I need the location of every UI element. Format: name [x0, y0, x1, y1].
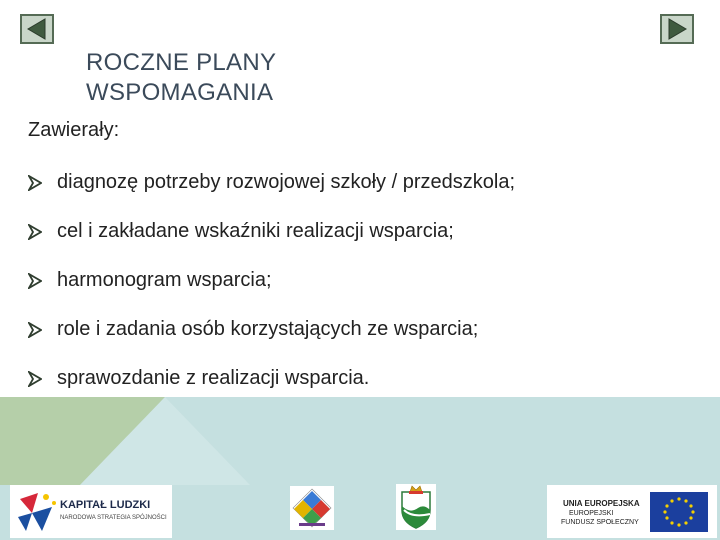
- list-item: [28, 315, 515, 364]
- eu-logo-line-3: FUNDUSZ SPOŁECZNY: [561, 519, 639, 526]
- next-slide-button[interactable]: [660, 14, 694, 44]
- eu-efs-logo: [547, 485, 717, 538]
- coat-of-arms-icon: [396, 484, 436, 530]
- diamond-emblem-icon: [290, 486, 334, 530]
- arrow-bullet-icon: [28, 371, 42, 387]
- arrow-bullet-icon: [28, 322, 42, 338]
- bullet-text: role i zadania osób korzystających ze wsparcia;: [57, 318, 479, 340]
- list-item: [28, 266, 515, 315]
- slide-title: [86, 48, 276, 108]
- kapital-ludzki-logo: [10, 485, 172, 538]
- bullet-list: [28, 168, 515, 413]
- coat-of-arms-logo: [396, 484, 436, 530]
- slide-title-line-1: ROCZNE PLANY: [86, 49, 277, 76]
- list-item: [28, 217, 515, 266]
- triangle-right-icon: [662, 16, 692, 42]
- kapital-ludzki-emblem-icon: [16, 489, 60, 535]
- bullet-text: sprawozdanie z realizacji wsparcia.: [57, 367, 370, 389]
- bullet-text: diagnozę potrzeby rozwojowej szkoły / przedszkola;: [57, 171, 515, 193]
- arrow-bullet-icon: [28, 224, 42, 240]
- slide-title-line-2: WSPOMAGANIA: [86, 79, 274, 106]
- eu-logo-line-1: UNIA EUROPEJSKA: [563, 499, 640, 508]
- arrow-bullet-icon: [28, 175, 42, 191]
- previous-slide-button[interactable]: [20, 14, 54, 44]
- bullet-text: harmonogram wsparcia;: [57, 269, 272, 291]
- eu-flag-icon: [650, 492, 708, 532]
- eu-logo-line-2: EUROPEJSKI: [569, 510, 614, 517]
- arrow-bullet-icon: [28, 273, 42, 289]
- bullet-text: cel i zakładane wskaźniki realizacji wsparcia;: [57, 220, 454, 242]
- kapital-ludzki-title: KAPITAŁ LUDZKI: [60, 499, 151, 511]
- kapital-ludzki-subtitle: NARODOWA STRATEGIA SPÓJNOŚCI: [60, 515, 167, 521]
- triangle-left-icon: [22, 16, 52, 42]
- regional-emblem-logo: [290, 486, 334, 530]
- list-item: [28, 168, 515, 217]
- intro-text: Zawierały:: [28, 119, 120, 141]
